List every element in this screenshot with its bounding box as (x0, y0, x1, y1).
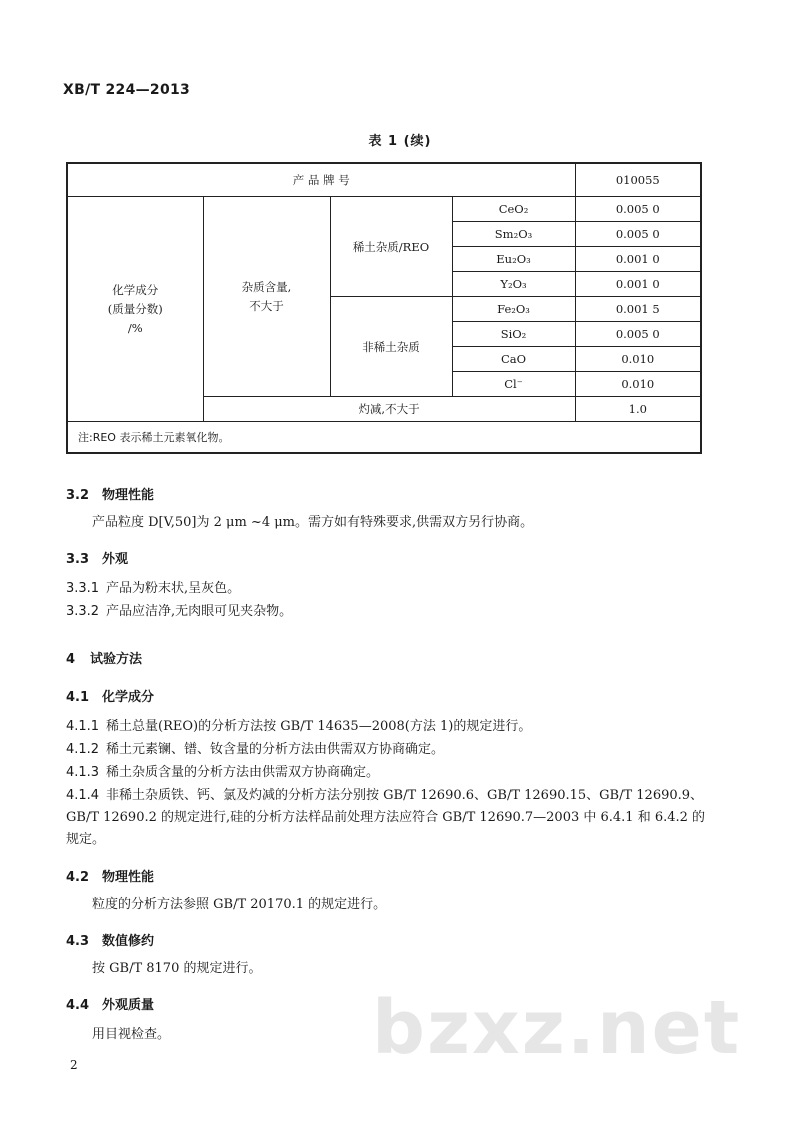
impurity-item: Cl⁻ (452, 372, 575, 397)
table-row (67, 163, 701, 197)
impurity-value: 0.005 0 (575, 222, 701, 247)
rare-earth-impurity-label: 稀土杂质/REO (330, 197, 452, 297)
table-row (67, 422, 701, 454)
section-text: 按 GB/T 8170 的规定进行。 (92, 961, 262, 976)
section-heading: 4.4 外观质量 (66, 998, 155, 1013)
impurity-item: Fe₂O₃ (452, 297, 575, 322)
impurity-item: Eu₂O₃ (452, 247, 575, 272)
section-heading: 3.2 物理性能 (66, 488, 155, 503)
clause: 4.1.1 稀土总量(REO)的分析方法按 GB/T 14635—2008(方法 1)的规定进行。 (66, 719, 532, 734)
impurity-value: 0.010 (575, 347, 701, 372)
table-row (67, 197, 701, 222)
standard-code: XB/T 224—2013 (63, 82, 191, 98)
brand-label: 产 品 牌 号 (67, 163, 575, 197)
impurity-value: 0.001 5 (575, 297, 701, 322)
section-heading: 4.1 化学成分 (66, 690, 155, 705)
impurity-value: 0.005 0 (575, 197, 701, 222)
impurity-value: 0.001 0 (575, 272, 701, 297)
impurity-item: CaO (452, 347, 575, 372)
composition-table (66, 162, 702, 454)
clause: 4.1.3 稀土杂质含量的分析方法由供需双方协商确定。 (66, 765, 380, 780)
section-text: 粒度的分析方法参照 GB/T 20170.1 的规定进行。 (92, 897, 387, 912)
chem-composition-label: 化学成分 (质量分数) /% (67, 197, 203, 422)
impurity-item: SiO₂ (452, 322, 575, 347)
section-heading: 4.3 数值修约 (66, 934, 155, 949)
table-caption: 表 1 (续) (368, 134, 432, 149)
clause: 4.1.2 稀土元素镧、镨、钕含量的分析方法由供需双方协商确定。 (66, 742, 445, 757)
impurity-value: 0.005 0 (575, 322, 701, 347)
impurity-value: 0.001 0 (575, 247, 701, 272)
section-text: 用目视检查。 (92, 1027, 171, 1042)
impurity-item: Y₂O₃ (452, 272, 575, 297)
clause-wrapped: 4.1.4 非稀土杂质铁、钙、氯及灼减的分析方法分别按 GB/T 12690.6、GB/T 12690.15、GB/T 12690.9、GB/T 12690.2 的规定进行,硅的分析方法样品前处理方法应符合 GB/T 12690.7—2003 中 6.4.1 和 6.4.2 的规定。 (66, 788, 706, 847)
brand-value: 010055 (575, 163, 701, 197)
impurity-value: 0.010 (575, 372, 701, 397)
watermark: bzxz.net (372, 985, 742, 1071)
loss-on-ignition-value: 1.0 (575, 397, 701, 422)
impurity-item: Sm₂O₃ (452, 222, 575, 247)
clause: 3.3.2 产品应洁净,无肉眼可见夹杂物。 (66, 604, 293, 619)
section-heading: 4 试验方法 (66, 652, 143, 667)
section-heading: 3.3 外观 (66, 552, 129, 567)
page-number: 2 (70, 1058, 78, 1072)
clause: 3.3.1 产品为粉末状,呈灰色。 (66, 581, 241, 596)
non-rare-earth-impurity-label: 非稀土杂质 (330, 297, 452, 397)
section-heading: 4.2 物理性能 (66, 870, 155, 885)
table-note: 注:REO 表示稀土元素氧化物。 (67, 422, 701, 454)
loss-on-ignition-label: 灼减,不大于 (203, 397, 575, 422)
impurity-content-label: 杂质含量, 不大于 (203, 197, 330, 397)
impurity-item: CeO₂ (452, 197, 575, 222)
section-text: 产品粒度 D[V,50]为 2 μm ~4 μm。需方如有特殊要求,供需双方另行协商。 (92, 515, 534, 530)
